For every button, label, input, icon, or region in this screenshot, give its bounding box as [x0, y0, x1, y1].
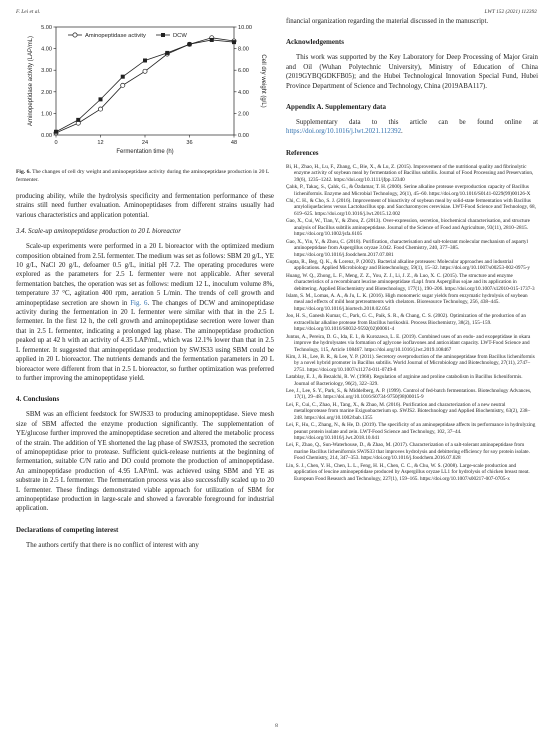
point-dcw	[232, 40, 236, 44]
fermentation-chart	[16, 17, 274, 165]
reference-entry: Gao, X., Cui, W., Tian, Y., & Zhou, Z. (2013). Over-expression, secretion, biochemical characterisation, and structure analysis of Bacillus subtilis aminopeptidase. Journal of the Science of Food and Agriculture, 93(11), 2810–2815. https://doi.org/10.1002/jsfa.6105	[286, 218, 530, 238]
acknowledgements-heading: Acknowledgements	[286, 38, 344, 47]
y-left-tick-label: 5.00	[41, 25, 52, 31]
y-left-tick-label: 4.00	[41, 46, 52, 53]
point-dcw	[165, 51, 169, 55]
reference-entry: Lee, J., Lee, S. Y., Park, S., & Middelberg, A. P. (1999). Control of fed-batch fermentations. Biotechnology Advances, 17(1), 29–48. https://doi.org/10.1016/S0734-9750(98)00015-9	[286, 387, 532, 401]
point-aminopeptidase	[143, 69, 147, 73]
point-dcw	[54, 130, 58, 134]
paragraph-appendix	[286, 118, 538, 137]
figure-label: Fig. 6.	[16, 169, 31, 175]
point-dcw	[121, 75, 125, 79]
reference-entry: Lin, S. J., Chen, Y. H., Chen, L. L., Feng, H. H., Chen, C. C., & Chu, W. S. (2008). Large-scale production and application of leucine aminopeptidase produced by Aspergillus oryzae LL1 for hydrolysis of chicken breast meat. European Food Research and Technology, 227(1), 159–165. https://doi.org/10.1007/s00217-007-0705-x	[286, 462, 530, 482]
paragraph-competing-interest: The authors certify that there is no conflict of interest with any	[26, 541, 199, 549]
competing-interest-heading: Declarations of competing interest	[16, 525, 119, 534]
left-column	[16, 17, 274, 550]
point-dcw	[188, 42, 192, 46]
point-dcw	[143, 58, 147, 62]
section-4-heading: 4. Conclusions	[16, 395, 60, 404]
point-dcw	[210, 38, 214, 42]
reference-entry: Lei, F., Cui, C., Zhao, H., Tang, X., & Zhao, M. (2016). Purification and characterization of a new neutral metalloprotease from marine Exiguobacterium sp. SWJS2. Biotechnology and Applied Biochemistry, 63(2), 238–248. https://doi.org/10.1002/bab.1355	[286, 401, 531, 421]
scale-up-text-a: Scale-up experiments were performed in a 20 L bioreactor with the optimized medium composition obtained from 2.5L fermenter. The medium was set as follows: SBM 20 g/L, YE 10 g/L, NaCl 20 g/L, defoamer 0.5 g/L, initial pH 7.2. The operating procedures were explored as the parameters for 2.5 L fermenter were not applicable. After several fermentation batches, the operation was set as follows: medium 12 L, inoculum volume 8%, temperature 37 °C, agitation 400 rpm, aeration 5 L/min. The trends of cell growth and aminopeptidase secretion are shown in	[16, 243, 274, 307]
reference-entry: Joo, H. S., Ganesh Kumar, C., Park, G. C., Paik, S. R., & Chang, C. S. (2002). Optimization of the production of an extracellular alkaline protease from Bacillus horikoshii. Process Biochemistry, 38(2), 155–159. https://doi.org/10.1016/S0032-9592(02)00061-4	[286, 313, 526, 333]
paragraph-strain-evaluation: producing ability, while the hydrolysis specificity and fermentation performance of these strains still need further evaluation. Aminopeptidases from different strains usually had various characteristics and application potential.	[16, 193, 274, 219]
scale-up-text-b: . The changes of DCW and aminopeptidase activity during the fermentation in 20 L fermenter were similar with that in the 2.5 L fermenter. In the first 12 h, the cell growth and aminopeptidase secretion were lower than that in 2.5 L fermenter, indicating a prolonged lag phase. The aminopeptidase production peaked up at 42 h with an activity of 4.35 LAP/mL, which was 12.1% lower than that in 2.5 L fermenter. It suggested that aminopeptidase production by SWJS33 using SBM could be applied in 20 L bioreactor. The nutrients demands and the fermentation parameters in 20 L bioreactor were different from that in 2.5 L bioreactor, so further optimization was preferred to further improving the aminopeptidase yield.	[16, 299, 274, 382]
x-tick-label: 12	[97, 140, 104, 146]
x-tick-label: 24	[141, 140, 149, 146]
plot-frame	[56, 27, 234, 135]
y-right-tick-label: 6.00	[238, 68, 249, 75]
y-left-tick-label: 0.00	[41, 133, 52, 139]
running-head-journal: LWT 152 (2021) 112392	[484, 9, 537, 15]
legend-label-dcw: DCW	[173, 33, 187, 39]
figure-caption-text: The changes of cell dry weight and aminopeptidase activity during the aminopeptidase production in 20 L fermenter.	[16, 169, 270, 183]
right-column	[286, 17, 538, 483]
x-axis-label: Fermentation time (h)	[116, 149, 174, 155]
legend-marker-aminopeptidase	[73, 33, 77, 37]
figure-6	[16, 17, 274, 165]
fig6-link[interactable]: Fig. 6	[130, 299, 148, 307]
x-tick-label: 48	[230, 140, 238, 146]
series-aminopeptidase-line	[56, 38, 234, 133]
reference-entry: Huang, W. Q., Zhong, L. F., Meng, Z. Z., You, Z. J., Li, J. Z., & Luo, X. C. (2015). The structure and enzyme characteristics of a recombinant leucine aminopeptidase rLap1 from Aspergillus sojae and its application in debittering. Applied Biochemistry and Biotechnology, 177(1), 190–206. https://doi.org/10.1007/s12010-015-1737-3	[286, 272, 535, 292]
point-aminopeptidase	[121, 83, 125, 87]
y-left-tick-label: 3.00	[41, 68, 52, 75]
point-aminopeptidase	[98, 107, 102, 111]
paragraph-acknowledgements: This work was supported by the Key Laboratory for Deep Processing of Major Grain and Oil (Wuhan Polytechnic University), Ministry of Education of China (2019GYBQGDKFB05); and the Hubei Technological Innovation Special Fund, Hubei Province Department of Science and Technology, China (2019ABA117).	[286, 54, 538, 90]
paragraph-conclusions: SBM was an efficient feedstock for SWJS33 to producing aminopeptidase. Sieve mesh size of SBM affected the enzyme production significantly. The supplementation of YE/glucose further improved the aminopeptidase secretion and altered the metabolic process of the strain. The addition of YE shortened the lag phase of SWJS33, promoted the secretion of aminopeptidase prior to protease. Sufficient quick-release nutrients at the beginning of fermentation, suitable C/N ratio and DO could promote the production of aminopeptidase. An aminopeptidase production of 4.95 LAP/mL was achieved using SBM and YE as substrate in 2.5 L fermenter. The fermentation process was also successfully scaled up to 20 L fermenter. These findings demonstrated viable approach for utilization of SBM for aminopeptidase production in large-scale and showed a favorable foreground for industrial application.	[16, 411, 274, 513]
x-tick-label: 36	[186, 140, 193, 146]
reference-entry: Chi, C. H., & Cho, S. J. (2016). Improvement of bioactivity of soybean meal by solid-state fermentation with Bacillus amyloliquefaciens versus Lactobacillus spp. and Saccharomyces cerevisiae. LWT-Food Science and Technology, 68, 619–625. https://doi.org/10.1016/j.lwt.2015.12.002	[286, 197, 536, 217]
reference-entry: Gupta, R., Beg, Q. K., & Lorenz, P. (2002). Bacterial alkaline proteases: Molecular approaches and industrial applications. Applied Microbiology and Biotechnology, 59(1), 15–32. https://doi.org/10.1007/s00253-002-0975-y	[286, 258, 531, 272]
reference-entry: Islam, S. M., Lomas, A. A., & Ju, L. K. (2016). High monomeric sugar yields from enzymatic hydrolysis of soybean meal and effects of mild heat pretreatments with chelators. Bioresource Technology, 256, 438–445. https://doi.org/10.1016/j.biortech.2018.02.054	[286, 292, 528, 312]
reference-entry: Lei, F., Zhao, Q., Sun-Waterhouse, D., & Zhao, M. (2017). Characterization of a salt-tolerant aminopeptidase from marine Bacillus licheniformis SWJS33 that improves hydrolysis and debittering efficiency for soy protein isolate. Food Chemistry, 214, 347–353. https://doi.org/10.1016/j.foodchem.2016.07.028	[286, 442, 530, 462]
y-right-tick-label: 10.00	[238, 25, 252, 31]
supplementary-doi-link[interactable]: https://doi.org/10.1016/j.lwt.2021.112392	[286, 128, 402, 136]
y-right-tick-label: 8.00	[238, 46, 249, 53]
figure-caption	[16, 168, 274, 184]
y-left-tick-label: 1.00	[41, 111, 52, 118]
appendix-text-end: .	[401, 128, 403, 136]
reference-entry: Juntus, A., Pereira, D. G., Ida, E. I., & Kurozawa, L. E. (2019). Combined uses of an endo- and exopeptidase in okara improve the hydrolysates via formation of aglycone isoflavones and antioxidant capacity. LWT-Food Science and Technology, 115, Article 108467. https://doi.org/10.1016/j.lwt.2019.108467	[286, 333, 531, 353]
y-right-tick-label: 4.00	[238, 89, 249, 96]
reference-entry: Çalık, P., Takaç, S., Çalık, G., & Özdamar, T. H. (2000). Serine alkaline protease overproduction capacity of Bacillus licheniformis. Enzyme and Microbial Technology, 26(1), 45–60. https://doi.org/10.1016/S0141-0229(99)00126-X	[286, 184, 531, 197]
paragraph-competing-interest-cont: financial organization regarding the material discussed in the manuscript.	[286, 18, 489, 25]
series-dcw-line	[56, 40, 234, 132]
legend-label-aminopeptidase: Aminopeptidase activity	[85, 33, 146, 39]
appendix-a-heading: Appendix A. Supplementary data	[286, 103, 386, 112]
reference-entry: Lei, F., Hu, C., Zhang, N., & He, D. (2019). The specificity of an aminopeptidase affects its performance in hydrolyzing peanut protein isolate and zein. LWT-Food Science and Technology, 102, 37–44. https://doi.org/10.1016/j.lwt.2018.10.041	[286, 422, 536, 441]
running-head-authors: F. Lei et al.	[16, 9, 41, 15]
reference-entry: Gao, X., Yin, Y., & Zhou, C. (2018). Purification, characterisation and salt-tolerant molecular mechanism of aspartyl aminopeptidase from Aspergillus oryzae 3.042. Food Chemistry, 240, 377–385. https://doi.org/10.1016/j.foodchem.2017.07.081	[286, 238, 528, 258]
references-heading: References	[286, 148, 319, 157]
point-dcw	[76, 118, 80, 122]
reference-entry: Bi, H., Zhao, H., Lu, F., Zhang, C., Bie, X., & Lu, Z. (2015). Improvement of the nutritional quality and fibrinolytic enzyme activity of soybean meal by fermentation of Bacillus subtilis. Journal of Food Processing and Preservation, 39(6), 1235–1242. https://doi.org/10.1111/jfpp.12340	[286, 163, 534, 183]
reference-entry: Latablay, E. J., & Bezalchi, R. W. (1968). Regulation of arginine and proline catabolism in Bacillus licheniformis. Journal of Bacteriology, 96(2), 322–329.	[286, 374, 523, 387]
page-number: 8	[275, 723, 278, 729]
x-tick-label: 0	[54, 140, 58, 146]
reference-entry: Kim, J. H., Lee, B. R., & Lee, Y. P. (2011). Secretory overproduction of the aminopeptidase from Bacillus licheniformis by a novel hybrid promoter in Bacillus subtilis. World Journal of Microbiology and Biotechnology, 27(11), 2747–2751. https://doi.org/10.1007/s11274-011-0749-8	[286, 353, 535, 373]
y-right-axis-label: Cell dry weight (g/L)	[260, 54, 266, 108]
section-3-4-heading: 3.4. Scale-up aminopeptidase production to 20 L bioreactor	[16, 228, 181, 236]
y-right-tick-label: 0.00	[238, 133, 249, 139]
y-left-tick-label: 2.00	[41, 89, 52, 96]
reference-list	[286, 164, 538, 482]
point-dcw	[99, 97, 103, 101]
legend-marker-dcw	[161, 33, 165, 37]
appendix-text: Supplementary data to this article can be found online at	[296, 119, 538, 127]
y-right-tick-label: 2.00	[238, 111, 249, 118]
paragraph-scale-up	[16, 242, 274, 383]
y-left-axis-label: Aminopeptidase activity (LAP/mL)	[28, 35, 34, 127]
